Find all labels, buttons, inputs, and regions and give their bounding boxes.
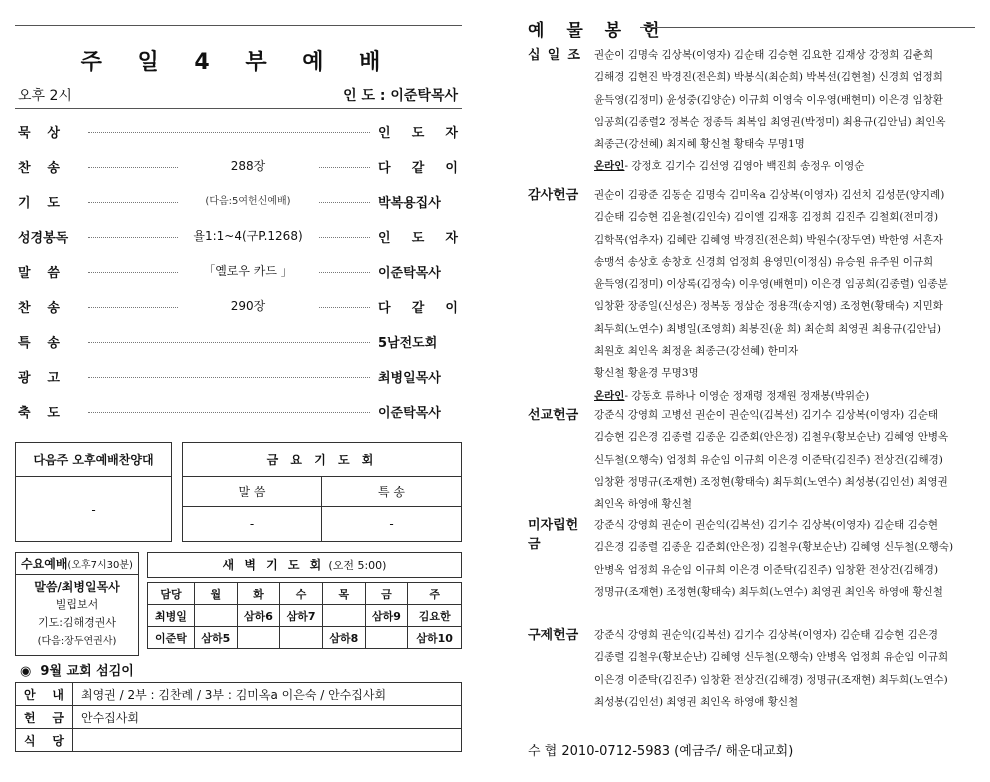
friday-val-special: - [389,517,394,531]
friday-col-special: 특 송 [322,477,461,507]
dawn-prayer-table [147,582,462,649]
page-title: 주 일 4 부 예 배 [80,50,395,75]
service-table [15,682,462,752]
wednesday-line2: 빌립보서 [55,598,99,611]
offering-name-line: 강준식 강영희 권순익(김복선) 김기수 김상복(이영자) 김순태 김승현 김은경 [594,629,939,641]
top-rule [15,25,462,26]
offering-online-line [594,155,984,177]
offering-name-line: 정명규(조재현) 조정현(황태숙) 최두희(노연수) 최영권 최인옥 하영애 황신철 [594,585,943,598]
offering-name-line: 신두철(오행숙) 엄정희 유순임 이규희 이은경 이준탁(김진주) 전상건(김해경) [594,453,943,466]
service-heading-text: 9월 교회 섬김이 [40,664,134,679]
service-value: 안수집사회 [73,706,462,729]
dawn-header-cell: 월 [194,583,237,605]
dawn-cell [194,605,237,627]
order-label: 특 송 [18,336,60,351]
offering-name-line: 윤득영(김정미) 윤성중(김양순) 이규희 이영숙 이우영(배현미) 이은경 임창환 [594,93,943,106]
dawn-header-cell: 금 [365,583,408,605]
offering-title: 예 물 봉 헌 [528,21,668,41]
offering-name-line: 임창환 장종일(신성은) 정복동 정삼순 정용객(송지영) 조정현(황태숙) 지민화 [594,300,943,313]
order-label: 광 고 [18,371,60,386]
leader-dots [88,377,370,378]
offering-name-line: 강준식 강영희 권순이 권순익(김복선) 김기수 김상복(이영자) 김순태 김승현 [594,519,939,531]
dawn-cell: 삼하8 [322,627,365,649]
order-content: 욜1:1~4(구P.1268) [178,227,318,244]
offering-name-line: 권순이 김광준 김동순 김명숙 김미옥a 김상복(이영자) 김선치 김성문(양지례) [594,189,945,201]
dawn-header-cell: 주 [408,583,462,605]
offering-name-line: 안병옥 엄정희 유순임 이규희 이은경 이준탁(김진주) 임창환 전상건(김해경) [594,563,939,576]
dawn-cell: 삼하5 [194,627,237,649]
order-label: 축 도 [18,406,60,421]
offering-names [594,184,984,407]
offering-category: 십 일 조 [528,48,580,63]
leader-dots [88,132,370,133]
dawn-cell: 최병일 [148,605,195,627]
order-label: 성경봉독 [18,231,69,246]
offering-names [594,624,984,713]
order-content: (다음:5여헌신예배) [178,192,318,207]
dawn-cell: 이준탁 [148,627,195,649]
service-heading [20,660,134,679]
dawn-row [148,605,462,627]
offering-name-line: 황신철 황윤경 무명3명 [594,367,699,380]
offering-category: 미자립헌금 [528,518,579,552]
online-label: 온라인 [594,160,625,173]
offering-category: 감사헌금 [528,188,579,203]
service-leader: 인 도 : 이준탁목사 [343,88,458,104]
service-time: 오후 2시 [18,88,72,104]
offering-name-line: 최성봉(김인선) 최영권 최인옥 하영애 황신철 [594,695,799,708]
offering-name-line: 김승현 김은경 김종렬 김종운 김준회(안은정) 김철우(황보순난) 김혜영 안병옥 [594,431,949,444]
service-key: 식 당 [16,729,73,752]
offering-name-line: 김은경 김종렬 김종운 김준회(안은정) 김철우(황보순난) 김혜영 신두철(오행숙) [594,541,954,554]
service-row [16,729,462,752]
offering-name-line: 최두희(노연수) 최병일(조영희) 최봉진(윤 희) 최순희 최영권 최용규(김안님) [594,322,941,335]
offering-name-line: 김순태 김승현 김윤철(김인숙) 김이엘 김재홍 김정희 김진주 김철회(전미경) [594,211,939,224]
order-person: 이준탁목사 [378,402,458,421]
offering-name-line: 이은경 이준탁(김진주) 임창환 전상건(김해경) 정명규(조재현) 최두희(노연수) [594,673,948,686]
order-label: 찬 송 [18,301,60,316]
wednesday-title-note: (오후7시30분) [67,560,133,571]
dawn-cell [322,605,365,627]
offering-name-line: 임창환 정명규(조재현) 조정현(황태숙) 최두희(노연수) 최성봉(김인선) 최영권 [594,475,948,488]
service-key: 헌 금 [16,706,73,729]
bank-account: 수 협 2010-0712-5983 (예금주/ 해운대교회) [528,744,794,759]
order-row [18,297,458,319]
friday-col-sermon: 말 씀 [183,477,322,507]
order-person: 최병일목사 [378,367,458,386]
order-row [18,332,458,354]
offering-names [594,404,984,515]
order-person: 인 도 자 [378,227,458,246]
dawn-header-cell: 담당 [148,583,195,605]
order-person: 인 도 자 [378,122,458,141]
service-row [16,683,462,706]
service-value: 최영권 / 2부 : 김찬례 / 3부 : 김미옥a 이은숙 / 안수집사회 [73,683,462,706]
order-row [18,402,458,424]
wednesday-line4: (다음:장두연권사) [37,636,117,647]
wednesday-title [16,553,138,575]
dawn-header-row [148,583,462,605]
offering-name-line: 송맹석 송상호 송창호 신경희 엄정희 용영민(이정심) 유승원 유주원 이규희 [594,255,934,268]
offering-names [594,514,984,603]
dawn-cell [365,627,408,649]
online-names: - 강정호 김기수 김선영 김영아 백진희 송정우 이영순 [624,160,865,173]
order-person: 이준탁목사 [378,262,458,281]
offering-name-line: 임공희(김종렬2 정복순 정종득 최복임 최영권(박정미) 최용규(김안님) 최인옥 [594,115,946,128]
order-person: 5남전도회 [378,332,458,351]
wednesday-box [15,552,139,656]
dawn-cell [237,627,280,649]
dawn-cell [280,627,323,649]
offering-category: 구제헌금 [528,628,579,643]
order-person: 다 같 이 [378,157,458,176]
next-choir-title: 다음주 오후예배찬양대 [16,443,171,477]
service-key: 안 내 [16,683,73,706]
dawn-header-cell: 목 [322,583,365,605]
friday-prayer-title: 금 요 기 도 회 [183,443,461,477]
wednesday-line3: 기도:김해경권사 [37,616,117,629]
order-row [18,227,458,249]
dawn-cell: 김요한 [408,605,462,627]
offering-title-rule [640,27,975,28]
service-row [16,706,462,729]
dawn-row [148,627,462,649]
dawn-prayer-title [148,553,461,577]
offering-name-line: 윤득영(김정미) 이상록(김정숙) 이우영(배현미) 이은경 임공희(김종렬) 임종분 [594,278,948,291]
friday-prayer-box [182,442,462,542]
next-choir-box [15,442,172,542]
order-content: 290장 [178,297,318,314]
next-choir-value: - [91,503,96,517]
leader-dots [88,342,370,343]
dawn-header-cell: 화 [237,583,280,605]
order-row [18,122,458,144]
order-label: 묵 상 [18,126,60,141]
bullet-circle-icon: ◉ [20,664,32,679]
dawn-cell: 삼하7 [280,605,323,627]
order-label: 찬 송 [18,161,60,176]
order-content: 「옐로우 카드 」 [178,262,318,279]
service-value [73,729,462,752]
offering-name-line: 최인옥 하영애 황신철 [594,498,692,511]
dawn-title-note: (오전 5:00) [328,559,387,572]
order-label: 기 도 [18,196,60,211]
dawn-cell: 삼하6 [237,605,280,627]
online-names: - 강동호 류하나 이영순 정재령 정재원 정재봉(박위순) [624,389,870,402]
order-person: 다 같 이 [378,297,458,316]
online-label: 온라인 [594,389,625,402]
wednesday-line1: 말씀/최병일목사 [34,580,120,594]
order-row [18,262,458,284]
offering-name-line: 권순이 김명숙 김상복(이영자) 김순태 김승현 김요한 김재상 강정희 김춘희 [594,49,934,61]
order-row [18,157,458,179]
dawn-prayer-title-box [147,552,462,578]
offering-names [594,44,984,178]
offering-name-line: 김학목(엄추자) 김혜란 김혜영 박경진(전은희) 박원수(장두연) 박한영 서흔자 [594,233,943,246]
offering-category: 선교헌금 [528,408,579,423]
order-row [18,367,458,389]
order-label: 말 씀 [18,266,60,281]
header-rule [15,108,462,109]
dawn-cell: 삼하10 [408,627,462,649]
order-row [18,192,458,214]
dawn-header-cell: 수 [280,583,323,605]
offering-name-line: 김종렬 김철우(황보순난) 김혜영 신두철(오행숙) 안병옥 엄정희 유순임 이규희 [594,651,949,664]
offering-name-line: 최원호 최인옥 최정윤 최종근(강선혜) 한미자 [594,345,799,358]
order-person: 박복용집사 [378,192,458,211]
dawn-cell: 삼하9 [365,605,408,627]
order-content: 288장 [178,157,318,174]
offering-name-line: 김해경 김현진 박경진(전은희) 박봉식(최순희) 박복선(김현철) 신경희 엄정희 [594,71,943,84]
leader-dots [88,412,370,413]
friday-val-sermon: - [183,507,322,541]
wednesday-title-text: 수요예배 [21,557,68,571]
offering-name-line: 강준식 강영희 고병선 권순이 권순익(김복선) 김기수 김상복(이영자) 김순태 [594,409,939,421]
dawn-title-text: 새 벽 기 도 회 [222,558,325,572]
offering-name-line: 최종근(강선혜) 최지혜 황신철 황태숙 무명1명 [594,138,805,151]
